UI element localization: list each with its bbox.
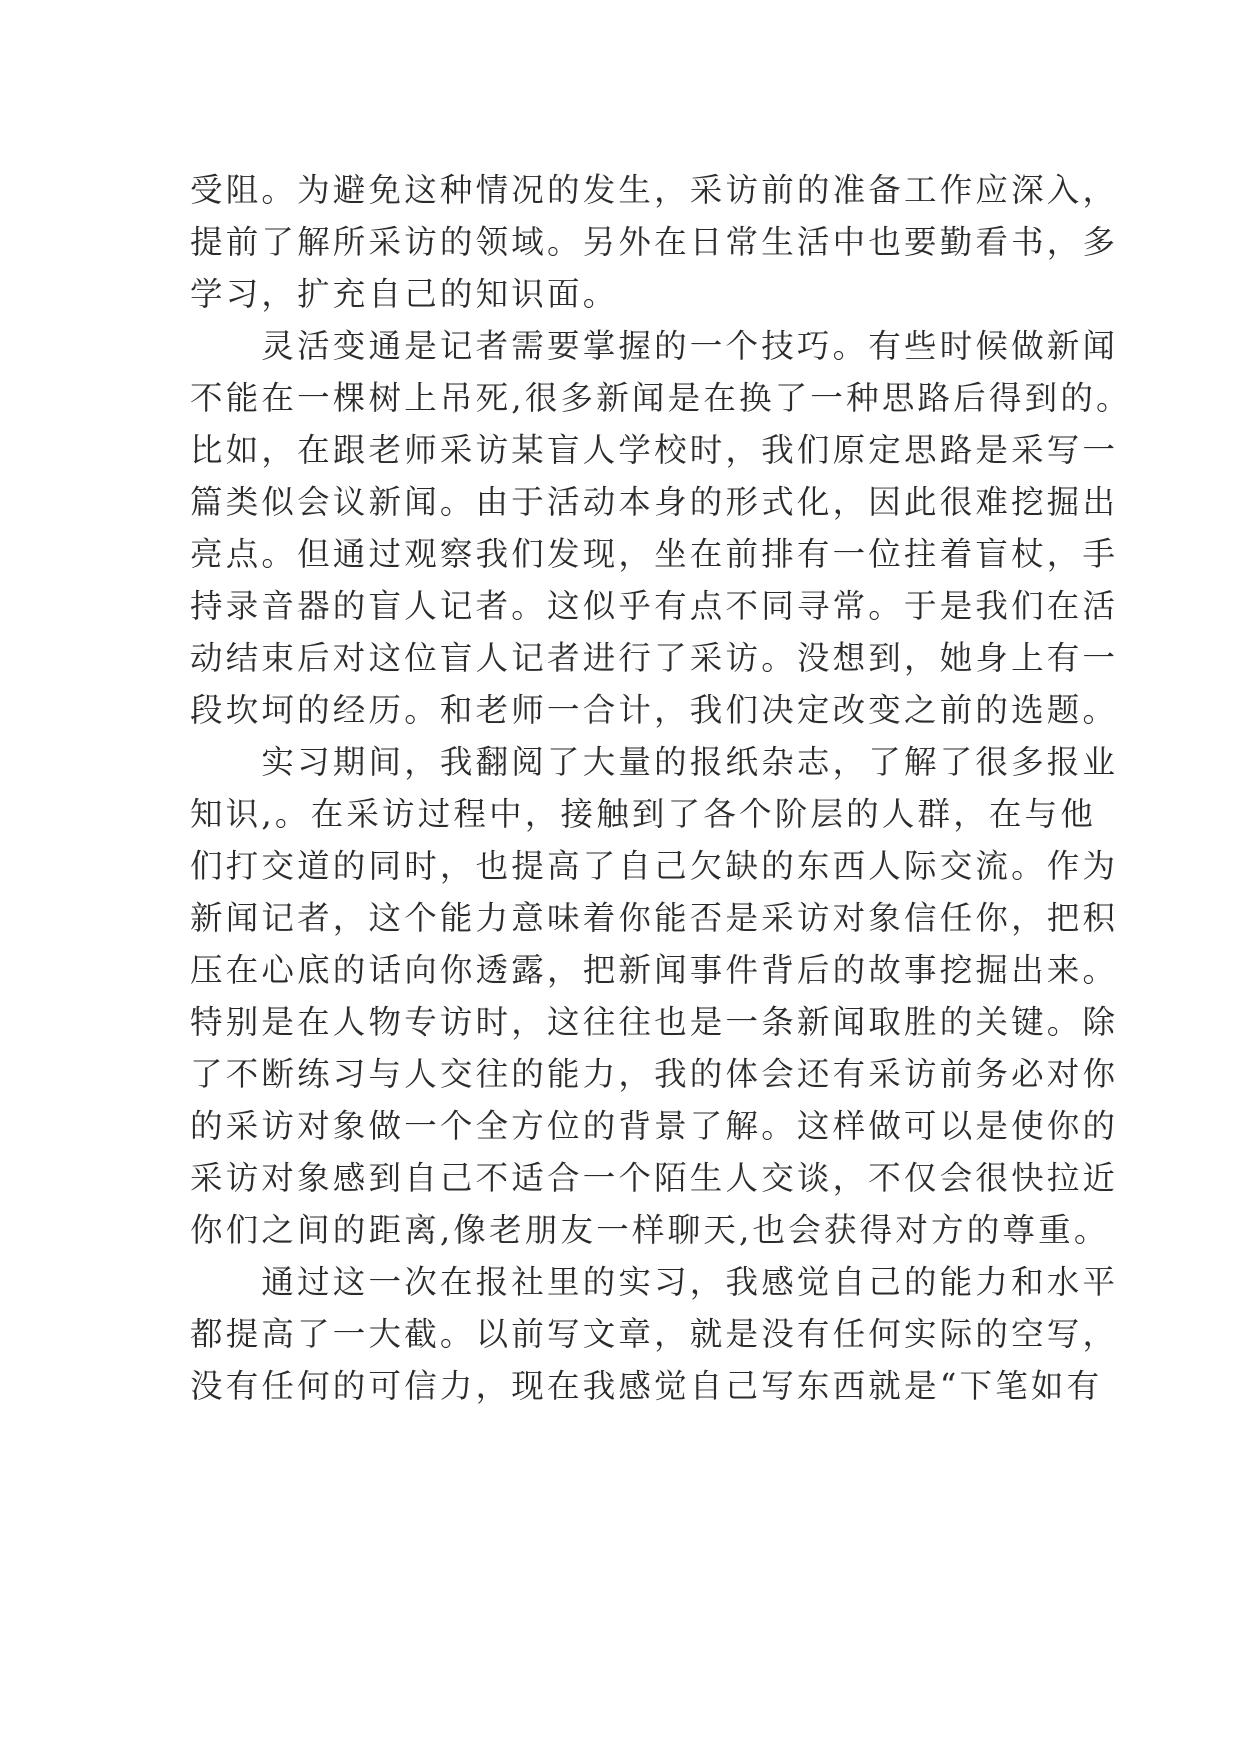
text-line: 的采访对象做一个全方位的背景了解。这样做可以是使你的 — [190, 1107, 1119, 1145]
text-line: 都提高了一大截。以前写文章，就是没有任何实际的空写， — [190, 1315, 1119, 1353]
text-line: 受阻。为避免这种情况的发生，采访前的准备工作应深入， — [190, 171, 1119, 209]
text-line: 实习期间，我翻阅了大量的报纸杂志，了解了很多报业 — [190, 743, 1119, 781]
text-line: 比如，在跟老师采访某盲人学校时，我们原定思路是采写一 — [190, 431, 1119, 469]
text-line: 你们之间的距离,像老朋友一样聊天,也会获得对方的尊重。 — [190, 1211, 1110, 1249]
text-line: 特别是在人物专访时，这往往也是一条新闻取胜的关键。除 — [190, 1003, 1119, 1041]
text-line: 不能在一棵树上吊死,很多新闻是在换了一种思路后得到的。 — [190, 379, 1132, 417]
text-line: 通过这一次在报社里的实习，我感觉自己的能力和水平 — [190, 1263, 1119, 1301]
text-line: 篇类似会议新闻。由于活动本身的形式化，因此很难挖掘出 — [190, 483, 1119, 521]
text-line: 新闻记者，这个能力意味着你能否是采访对象信任你，把积 — [190, 899, 1119, 937]
text-line: 灵活变通是记者需要掌握的一个技巧。有些时候做新闻 — [190, 327, 1119, 365]
text-line: 压在心底的话向你透露，把新闻事件背后的故事挖掘出来。 — [190, 951, 1119, 989]
text-line: 提前了解所采访的领域。另外在日常生活中也要勤看书，多 — [190, 223, 1119, 261]
text-line: 持录音器的盲人记者。这似乎有点不同寻常。于是我们在活 — [190, 587, 1119, 625]
text-line: 采访对象感到自己不适合一个陌生人交谈，不仅会很快拉近 — [190, 1159, 1119, 1197]
text-line: 们打交道的同时，也提高了自己欠缺的东西人际交流。作为 — [190, 847, 1119, 885]
text-line: 学习，扩充自己的知识面。 — [190, 275, 619, 313]
text-line: 亮点。但通过观察我们发现，坐在前排有一位拄着盲杖，手 — [190, 535, 1119, 573]
body-text — [190, 164, 1132, 1412]
text-line: 段坎坷的经历。和老师一合计，我们决定改变之前的选题。 — [190, 691, 1119, 729]
text-line: 了不断练习与人交往的能力，我的体会还有采访前务必对你 — [190, 1055, 1119, 1093]
text-line: 没有任何的可信力，现在我感觉自己写东西就是“下笔如有 — [190, 1367, 1103, 1405]
text-line: 知识,。在采访过程中，接触到了各个阶层的人群，在与他 — [190, 795, 1097, 833]
text-line: 动结束后对这位盲人记者进行了采访。没想到，她身上有一 — [190, 639, 1119, 677]
